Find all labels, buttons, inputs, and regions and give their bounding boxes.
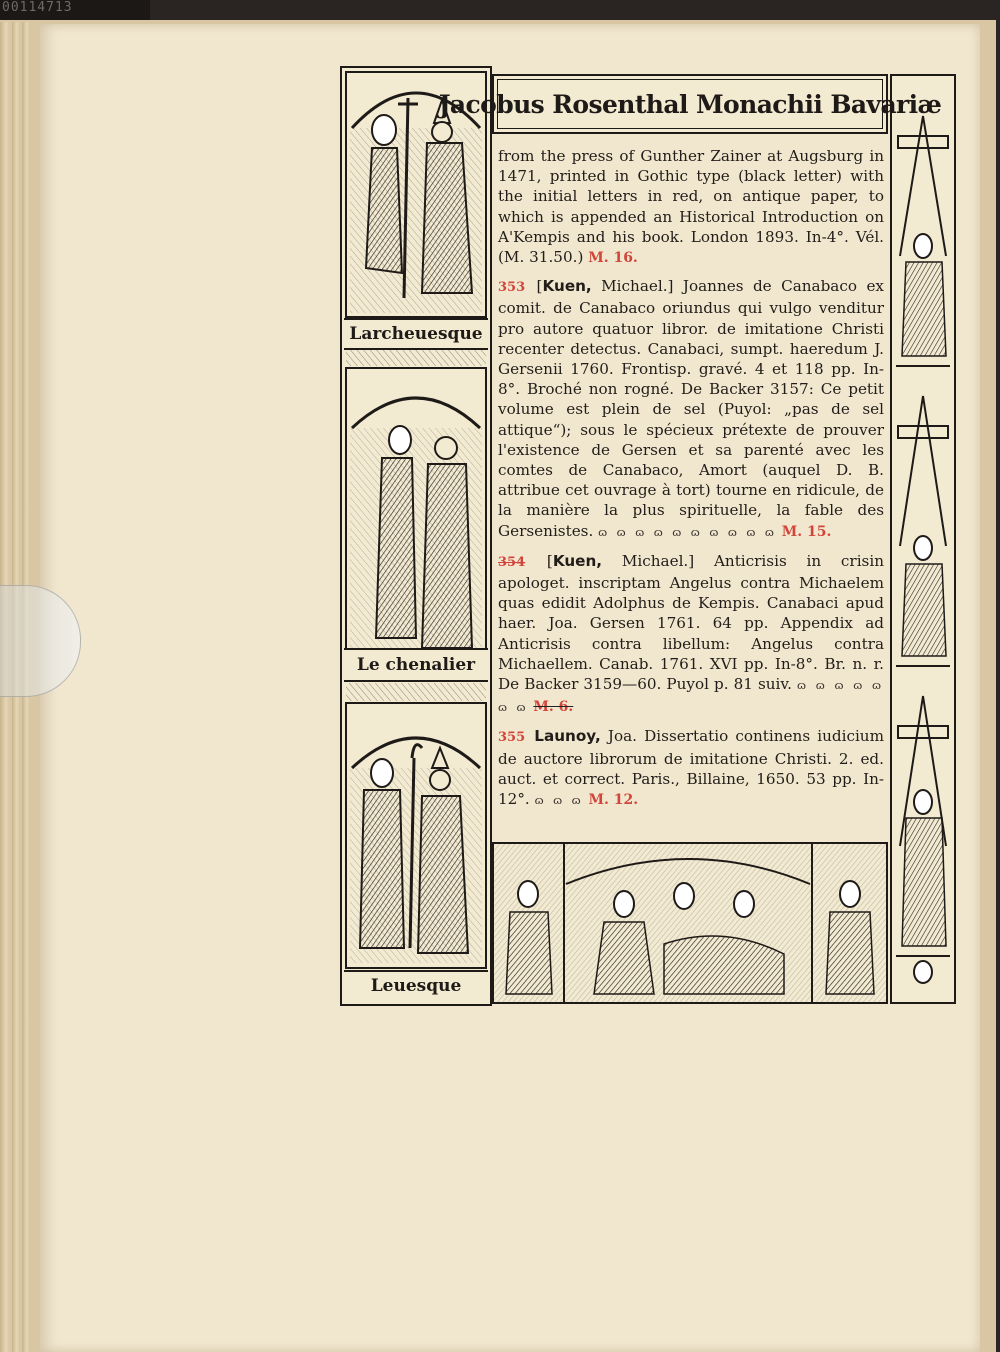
page-title: Jacobus Rosenthal Monachii Bavariæ: [438, 89, 942, 119]
right-woodcut-art: [892, 76, 954, 1002]
bottom-woodcut-panel: [492, 842, 888, 1004]
entry-intro: [498, 146, 884, 268]
entry-intro-price: M. 16.: [588, 250, 638, 267]
ornament-icon: ɷ ɷ ɷ ɷ ɷ ɷ ɷ ɷ ɷ ɷ: [598, 525, 777, 539]
entry-number: 353: [498, 280, 526, 296]
ornament-icon: ɷ ɷ ɷ ɷ ɷ ɷ ɷ: [498, 679, 884, 715]
ornament-icon: ɷ ɷ ɷ: [534, 794, 584, 808]
right-woodcut-column: [890, 74, 956, 1004]
entry-price: M. 15.: [781, 523, 832, 540]
bottom-woodcut-art: [494, 844, 886, 1002]
entry-number: 354: [498, 554, 526, 570]
entry-355: [498, 726, 884, 811]
entry-author: Kuen,: [552, 551, 603, 570]
entry-price: M. 12.: [588, 792, 639, 809]
left-woodcut-art: [342, 68, 490, 1004]
entry-number: 355: [498, 730, 526, 746]
left-woodcut-column: [340, 66, 492, 1006]
scan-id-tab: [0, 0, 150, 22]
entry-author: Launoy,: [534, 727, 601, 746]
entry-354: 354 [Kuen, Michael.] Anticrisis in crisin apologet. inscriptam Angelus contra Michaelem quas edidit Adolphus de Kempis. Canabaci apud haer. Joa. Gersen 1761. 64 pp. Appendix ad Anticrisis contra libellum: Angelus contra Michaellem. Canab. 1761. XVI pp. In-8°. Br. n. r. De Backer 3159—60. Puyol p. 81 suiv. ɷ ɷ ɷ ɷ ɷ ɷ ɷ M. 6.: [498, 551, 884, 716]
entry-353: 353 [Kuen, Michael.] Joannes de Canabaco ex comit. de Canabaco oriundus qui vulgo venditur pro autore quatuor libror. de imitatione Christi recenter detectus. Canabaci, sumpt. haeredum J. Gersenii 1760. Frontisp. gravé. 4 et 118 pp. In-8°. Broché non rogné. De Backer 3157: Ce petit volume est plein de sel (Puyol: „pas de sel attique“); sous le spécieux prétexte de prouver l'existence de Gersen et sa parenté avec les comtes de Canabaco, Amort (auquel D. B. attribue cet ouvrage à tort) tourne en ridicule, de la manière la plus spirituelle, la fable des Gersenistes. ɷ ɷ ɷ ɷ ɷ ɷ ɷ ɷ ɷ ɷ M. 15.: [498, 277, 884, 540]
entry-price: M. 6.: [533, 699, 574, 716]
entry-text: Michael.] Joannes de Canabaco ex comit. de Canabaco oriundus qui vulgo venditur pro autore quatuor libror. de imitatione Christi recenter detectus. Canabaci, sumpt. haeredum J. Gersenii 1760. Frontisp. gravé. 4 et 118 pp. In-8°. Broché non rogné. De Backer 3157: Ce petit volume est plein de sel (Puyol: „pas de sel attique“); sous le spécieux prétexte de prouver l'existence de Gersen et sa parenté avec les comtes de Canabaco, Amort (auquel D. B. attribue cet ouvrage à tort) tourne en ridicule, de la manière la plus spirituelle, la fable des Gersenistes.: [498, 277, 884, 540]
page-title-box: [438, 74, 942, 134]
woodcut-label-3: Leuesque: [344, 970, 488, 1000]
scan-id: 00114713: [2, 0, 73, 15]
woodcut-label-2: Le chenalier: [344, 648, 488, 682]
entry-text: Joa. Dissertatio continens iudicium de auctore librorum de imitatione Christi. 2. ed. auct. et correct. Paris., Billaine, 1650. 53 pp. In-12°.: [498, 727, 884, 809]
catalogue-text: [498, 146, 884, 819]
entry-author: Kuen,: [542, 277, 592, 296]
entry-text: Michael.] Anticrisis in crisin apologet. inscriptam Angelus contra Michaelem quas edidit Adolphus de Kempis. Canabaci apud haer. Joa. Gersen 1761. 64 pp. Appendix ad Anticrisis contra libellum: Angelus contra Michaellem. Canab. 1761. XVI pp. In-8°. Br. n. r. De Backer 3159—60. Puyol p. 81 suiv.: [498, 551, 884, 694]
entry-intro-text: from the press of Gunther Zainer at Augsburg in 1471, printed in Gothic type (black letter) with the initial letters in red, on antique paper, to which is appended an Historical Introduction on A'Kempis and his book. London 1893. In-4°. Vél. (M. 31.50.): [498, 147, 884, 267]
woodcut-label-1: Larcheuesque: [344, 318, 488, 350]
